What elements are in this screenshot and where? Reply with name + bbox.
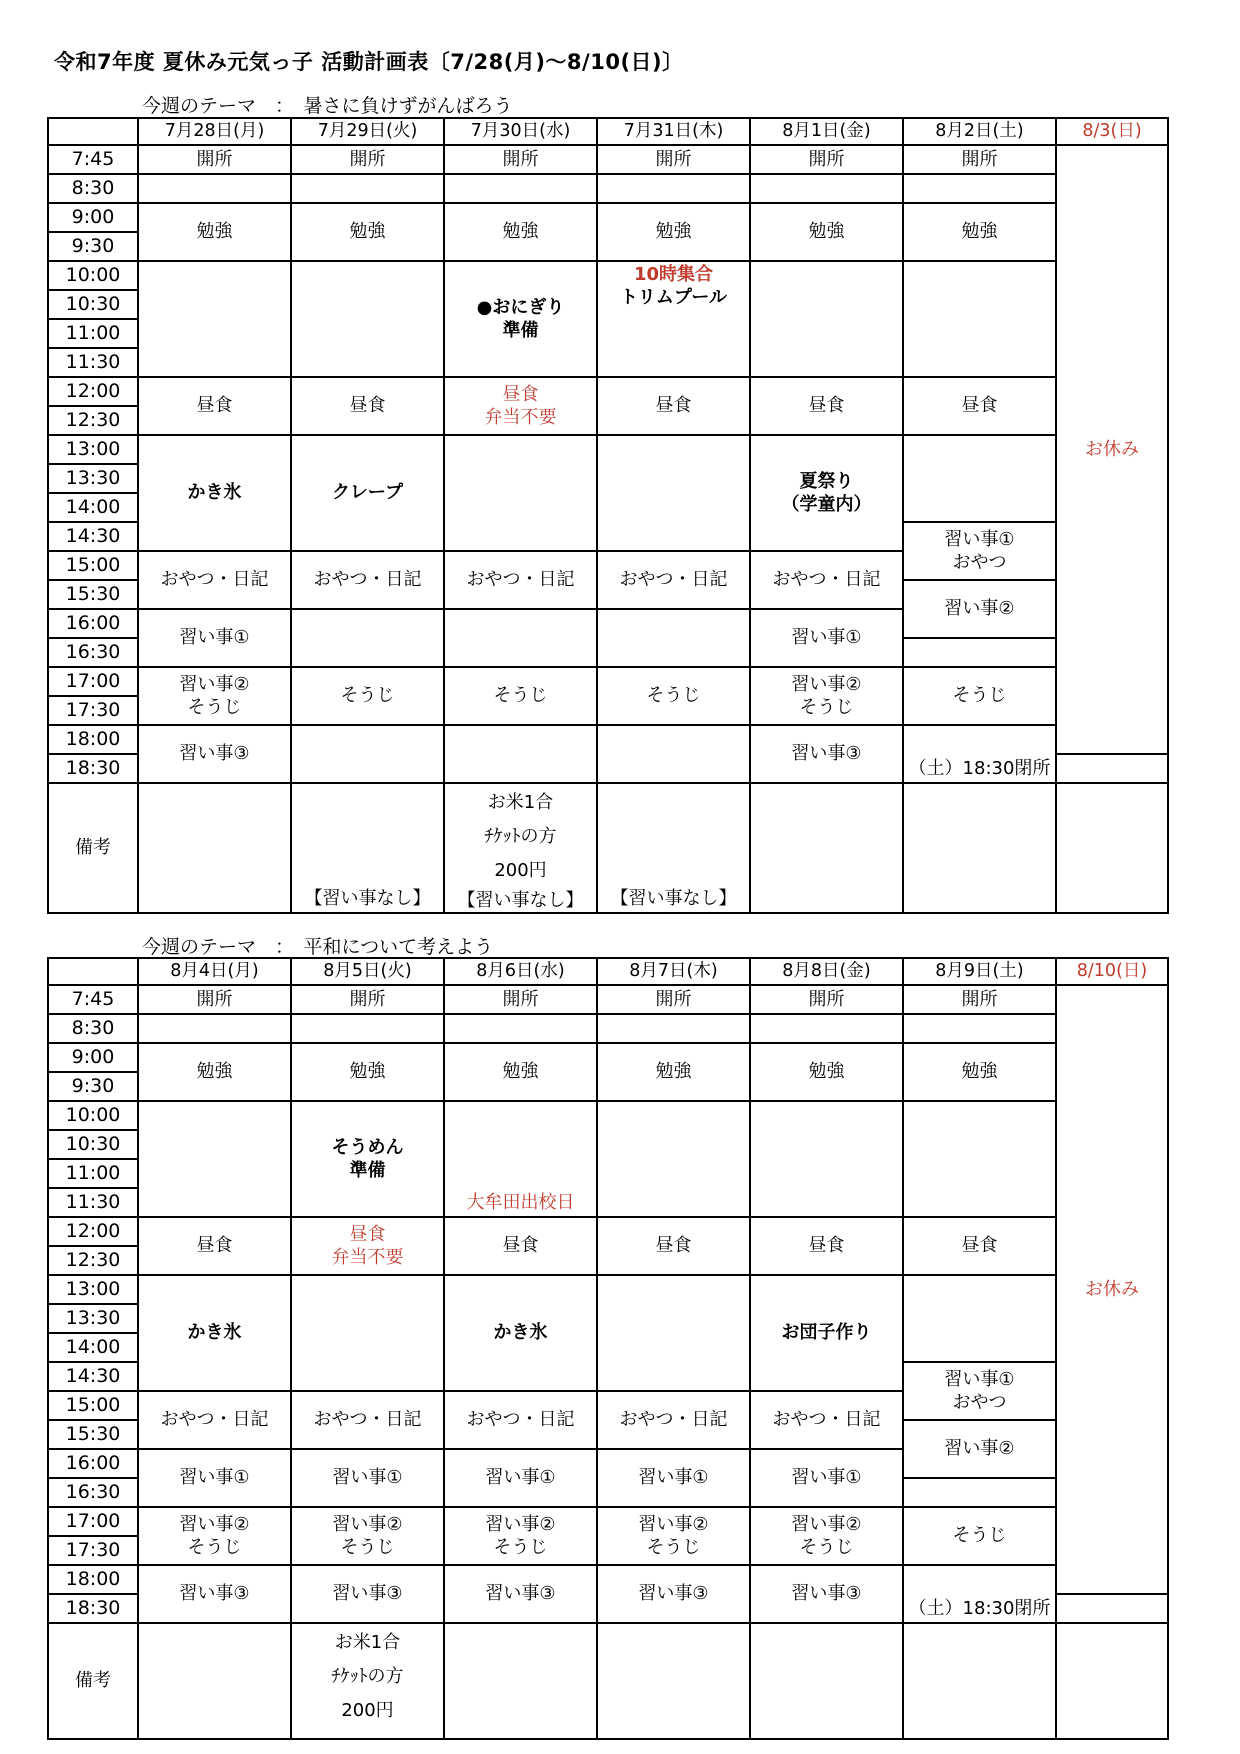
- activity-cell: [444, 1014, 597, 1043]
- activity-cell: [750, 261, 903, 377]
- time-label: 17:30: [48, 696, 138, 725]
- time-label: 12:00: [48, 377, 138, 406]
- activity-cell: 習い事② そうじ: [291, 1507, 444, 1565]
- activity-cell: [1056, 1594, 1168, 1623]
- activity-cell: 習い事② そうじ: [750, 667, 903, 725]
- activity-cell: 開所: [291, 145, 444, 174]
- time-label: 14:30: [48, 1362, 138, 1391]
- activity-cell: 習い事③: [750, 1565, 903, 1623]
- activity-cell: [291, 725, 444, 783]
- activity-cell: 開所: [444, 145, 597, 174]
- time-label: 11:30: [48, 348, 138, 377]
- time-label: 13:30: [48, 464, 138, 493]
- activity-cell: [750, 174, 903, 203]
- corner-cell: [48, 958, 138, 985]
- activity-cell: 勉強: [138, 1043, 291, 1101]
- activity-cell: おやつ・日記: [138, 551, 291, 609]
- activity-cell: [597, 261, 750, 377]
- activity-cell: 習い事①: [138, 1449, 291, 1507]
- activity-cell: そうめん 準備: [291, 1101, 444, 1217]
- activity-cell: 昼食: [444, 1217, 597, 1275]
- activity-cell: [291, 1014, 444, 1043]
- activity-cell: [444, 609, 597, 667]
- activity-cell: [291, 261, 444, 377]
- activity-cell: 昼食: [597, 1217, 750, 1275]
- time-label: 18:00: [48, 725, 138, 754]
- activity-cell: そうじ: [291, 667, 444, 725]
- activity-cell: 習い事② そうじ: [597, 1507, 750, 1565]
- activity-cell: [597, 1014, 750, 1043]
- time-label: 16:30: [48, 638, 138, 667]
- activity-cell: そうじ: [444, 667, 597, 725]
- activity-cell: 習い事② そうじ: [750, 1507, 903, 1565]
- time-label: 13:30: [48, 1304, 138, 1333]
- activity-cell: そうじ: [597, 667, 750, 725]
- activity-cell: [138, 1014, 291, 1043]
- activity-cell: 習い事① おやつ: [903, 1362, 1056, 1420]
- activity-cell: おやつ・日記: [444, 1391, 597, 1449]
- header-row: [48, 958, 1168, 985]
- day-header: 8月2日(土): [903, 118, 1056, 145]
- time-label: 10:00: [48, 261, 138, 290]
- activity-cell: 習い事②: [903, 1420, 1056, 1478]
- activity-cell: [291, 1275, 444, 1391]
- activity-cell: 昼食: [750, 377, 903, 435]
- activity-cell: [597, 174, 750, 203]
- day-header: 7月30日(水): [444, 118, 597, 145]
- activity-cell: おやつ・日記: [750, 551, 903, 609]
- time-label: 14:00: [48, 493, 138, 522]
- activity-cell: 習い事② そうじ: [138, 667, 291, 725]
- time-label: 15:00: [48, 1391, 138, 1420]
- time-label: 12:30: [48, 406, 138, 435]
- activity-cell: 勉強: [750, 203, 903, 261]
- time-label: 17:00: [48, 667, 138, 696]
- time-label: 11:00: [48, 319, 138, 348]
- activity-cell: 開所: [597, 145, 750, 174]
- activity-cell: おやつ・日記: [597, 1391, 750, 1449]
- time-label: 14:30: [48, 522, 138, 551]
- activity-cell: おやつ・日記: [444, 551, 597, 609]
- activity-cell: 勉強: [291, 1043, 444, 1101]
- time-label: 16:00: [48, 1449, 138, 1478]
- time-label: 8:30: [48, 174, 138, 203]
- time-label: 11:00: [48, 1159, 138, 1188]
- activity-cell: [903, 1101, 1056, 1217]
- activity-cell: 昼食: [903, 1217, 1056, 1275]
- activity-cell: 勉強: [597, 1043, 750, 1101]
- time-label: 16:00: [48, 609, 138, 638]
- activity-cell: [1056, 754, 1168, 783]
- gather-time: 10時集合: [633, 264, 714, 285]
- activity-cell: [444, 261, 597, 377]
- day-header: 8月4日(月): [138, 958, 291, 985]
- time-label: 9:00: [48, 1043, 138, 1072]
- time-label: 10:30: [48, 1130, 138, 1159]
- time-label: 14:00: [48, 1333, 138, 1362]
- rice-note: お米1合 ﾁｹｯﾄの方 200円: [484, 792, 557, 882]
- remarks-cell: [1056, 783, 1168, 913]
- activity-cell: [597, 435, 750, 551]
- remarks-cell: [597, 1623, 750, 1739]
- corner-cell: [48, 118, 138, 145]
- activity-cell: 昼食: [138, 377, 291, 435]
- activity-cell: 昼食: [903, 377, 1056, 435]
- day-header-sunday: 8/10(日): [1056, 958, 1168, 985]
- remarks-cell: [138, 783, 291, 913]
- remarks-label: 備考: [48, 783, 138, 913]
- activity-cell: 夏祭り （学童内）: [750, 435, 903, 551]
- week2-theme: 今週のテーマ ： 平和について考えよう: [142, 936, 494, 958]
- activity-cell: 習い事③: [597, 1565, 750, 1623]
- activity-cell: おやつ・日記: [138, 1391, 291, 1449]
- activity-cell: 開所: [597, 985, 750, 1014]
- remarks-cell: [291, 1623, 444, 1739]
- day-header: 8月1日(金): [750, 118, 903, 145]
- activity-cell: 習い事② そうじ: [138, 1507, 291, 1565]
- day-header: 7月28日(月): [138, 118, 291, 145]
- activity-cell: [597, 609, 750, 667]
- activity-cell: 習い事①: [597, 1449, 750, 1507]
- day-header: 8月6日(水): [444, 958, 597, 985]
- activity-cell: 開所: [903, 145, 1056, 174]
- activity-cell: 勉強: [903, 203, 1056, 261]
- remarks-cell: [1056, 1623, 1168, 1739]
- activity-cell: [597, 1275, 750, 1391]
- activity-cell: 習い事①: [291, 1449, 444, 1507]
- remarks-cell: [444, 783, 597, 913]
- activity-cell: 昼食 弁当不要: [444, 377, 597, 435]
- time-label: 12:00: [48, 1217, 138, 1246]
- time-label: 10:30: [48, 290, 138, 319]
- activity-cell: [597, 1101, 750, 1217]
- time-label: 9:30: [48, 232, 138, 261]
- holiday-cell: お休み: [1056, 985, 1168, 1594]
- remarks-cell: [138, 1623, 291, 1739]
- activity-cell: [903, 174, 1056, 203]
- activity-cell: 昼食: [597, 377, 750, 435]
- activity-cell: 昼食: [138, 1217, 291, 1275]
- time-label: 7:45: [48, 145, 138, 174]
- activity-cell: [903, 638, 1056, 667]
- activity-cell: 習い事③: [750, 725, 903, 783]
- remarks-cell: 【習い事なし】: [291, 783, 444, 913]
- time-label: 9:00: [48, 203, 138, 232]
- day-header: 7月29日(火): [291, 118, 444, 145]
- activity-cell: 昼食: [291, 377, 444, 435]
- activity-cell: [138, 261, 291, 377]
- time-label: 7:45: [48, 985, 138, 1014]
- activity-cell: 習い事①: [750, 1449, 903, 1507]
- activity-cell: かき氷: [138, 435, 291, 551]
- day-header: 8月7日(木): [597, 958, 750, 985]
- remarks-cell: [750, 1623, 903, 1739]
- activity-cell: [444, 725, 597, 783]
- time-label: 15:30: [48, 580, 138, 609]
- activity-cell: [750, 1101, 903, 1217]
- activity-cell: 昼食 弁当不要: [291, 1217, 444, 1275]
- activity-cell: 習い事③: [291, 1565, 444, 1623]
- day-header: 8月8日(金): [750, 958, 903, 985]
- day-header-sunday: 8/3(日): [1056, 118, 1168, 145]
- activity-cell: おやつ・日記: [750, 1391, 903, 1449]
- day-header: 8月9日(土): [903, 958, 1056, 985]
- onigiri-text: ●おにぎり 準備: [476, 296, 565, 341]
- activity-cell: お団子作り: [750, 1275, 903, 1391]
- rice-note: お米1合 ﾁｹｯﾄの方 200円: [331, 1632, 404, 1722]
- activity-cell: 習い事① おやつ: [903, 522, 1056, 580]
- time-label: 15:30: [48, 1420, 138, 1449]
- header-row: [48, 118, 1168, 145]
- activity-cell: （土）18:30閉所: [903, 1565, 1056, 1623]
- activity-cell: クレープ: [291, 435, 444, 551]
- activity-cell: [903, 1014, 1056, 1043]
- time-label: 13:00: [48, 1275, 138, 1304]
- time-label: 12:30: [48, 1246, 138, 1275]
- remarks-label: 備考: [48, 1623, 138, 1739]
- activity-cell: [444, 174, 597, 203]
- rice-ball-icon: ●: [476, 296, 493, 318]
- time-label: 8:30: [48, 1014, 138, 1043]
- time-label: 16:30: [48, 1478, 138, 1507]
- activity-cell: 勉強: [138, 203, 291, 261]
- time-label: 11:30: [48, 1188, 138, 1217]
- activity-cell: 習い事①: [444, 1449, 597, 1507]
- time-label: 10:00: [48, 1101, 138, 1130]
- activity-cell: 習い事② そうじ: [444, 1507, 597, 1565]
- activity-cell: 勉強: [903, 1043, 1056, 1101]
- activity-cell: 開所: [444, 985, 597, 1014]
- activity-cell: 勉強: [597, 203, 750, 261]
- activity-cell: 開所: [138, 985, 291, 1014]
- activity-cell: [291, 174, 444, 203]
- activity-cell: 勉強: [291, 203, 444, 261]
- remarks-cell: [903, 1623, 1056, 1739]
- time-label: 18:30: [48, 1594, 138, 1623]
- pool-activity: トリムプール: [619, 287, 728, 309]
- activity-cell: そうじ: [903, 1507, 1056, 1565]
- activity-cell: 大牟田出校日: [444, 1101, 597, 1217]
- activity-cell: [903, 1478, 1056, 1507]
- remarks-cell: [444, 1623, 597, 1739]
- remarks-cell: 【習い事なし】: [597, 783, 750, 913]
- day-header: 7月31日(木): [597, 118, 750, 145]
- time-label: 17:30: [48, 1536, 138, 1565]
- week1-theme: 今週のテーマ ： 暑さに負けずがんばろう: [142, 95, 513, 117]
- time-label: 9:30: [48, 1072, 138, 1101]
- activity-cell: かき氷: [138, 1275, 291, 1391]
- time-label: 18:00: [48, 1565, 138, 1594]
- activity-cell: 勉強: [750, 1043, 903, 1101]
- activity-cell: [291, 609, 444, 667]
- day-header: 8月5日(火): [291, 958, 444, 985]
- holiday-cell: お休み: [1056, 145, 1168, 754]
- time-label: 15:00: [48, 551, 138, 580]
- activity-cell: 習い事③: [138, 1565, 291, 1623]
- activity-cell: 習い事③: [444, 1565, 597, 1623]
- activity-cell: 勉強: [444, 1043, 597, 1101]
- activity-cell: 習い事①: [138, 609, 291, 667]
- page-title: 令和7年度 夏休み元気っ子 活動計画表〔7/28(月)～8/10(日)〕: [54, 50, 684, 74]
- activity-cell: 開所: [750, 145, 903, 174]
- activity-cell: おやつ・日記: [291, 551, 444, 609]
- remarks-cell: [750, 783, 903, 913]
- activity-cell: （土）18:30閉所: [903, 725, 1056, 783]
- activity-cell: かき氷: [444, 1275, 597, 1391]
- activity-cell: [597, 725, 750, 783]
- no-lessons-note: 【習い事なし】: [457, 889, 584, 911]
- activity-cell: [138, 1101, 291, 1217]
- activity-cell: 習い事①: [750, 609, 903, 667]
- activity-cell: おやつ・日記: [291, 1391, 444, 1449]
- activity-cell: [750, 1014, 903, 1043]
- activity-cell: [138, 174, 291, 203]
- time-label: 18:30: [48, 754, 138, 783]
- time-label: 13:00: [48, 435, 138, 464]
- activity-cell: 開所: [750, 985, 903, 1014]
- week2-schedule-table: [47, 957, 1169, 1740]
- activity-cell: [444, 435, 597, 551]
- activity-cell: 習い事②: [903, 580, 1056, 638]
- activity-cell: 開所: [291, 985, 444, 1014]
- time-label: 17:00: [48, 1507, 138, 1536]
- activity-cell: おやつ・日記: [597, 551, 750, 609]
- activity-cell: 勉強: [444, 203, 597, 261]
- activity-cell: [903, 435, 1056, 522]
- activity-cell: 開所: [138, 145, 291, 174]
- activity-cell: 昼食: [750, 1217, 903, 1275]
- remarks-cell: [903, 783, 1056, 913]
- activity-cell: 習い事③: [138, 725, 291, 783]
- activity-cell: [903, 1275, 1056, 1362]
- activity-cell: そうじ: [903, 667, 1056, 725]
- week1-schedule-table: [47, 117, 1169, 914]
- activity-cell: 開所: [903, 985, 1056, 1014]
- activity-cell: [903, 261, 1056, 377]
